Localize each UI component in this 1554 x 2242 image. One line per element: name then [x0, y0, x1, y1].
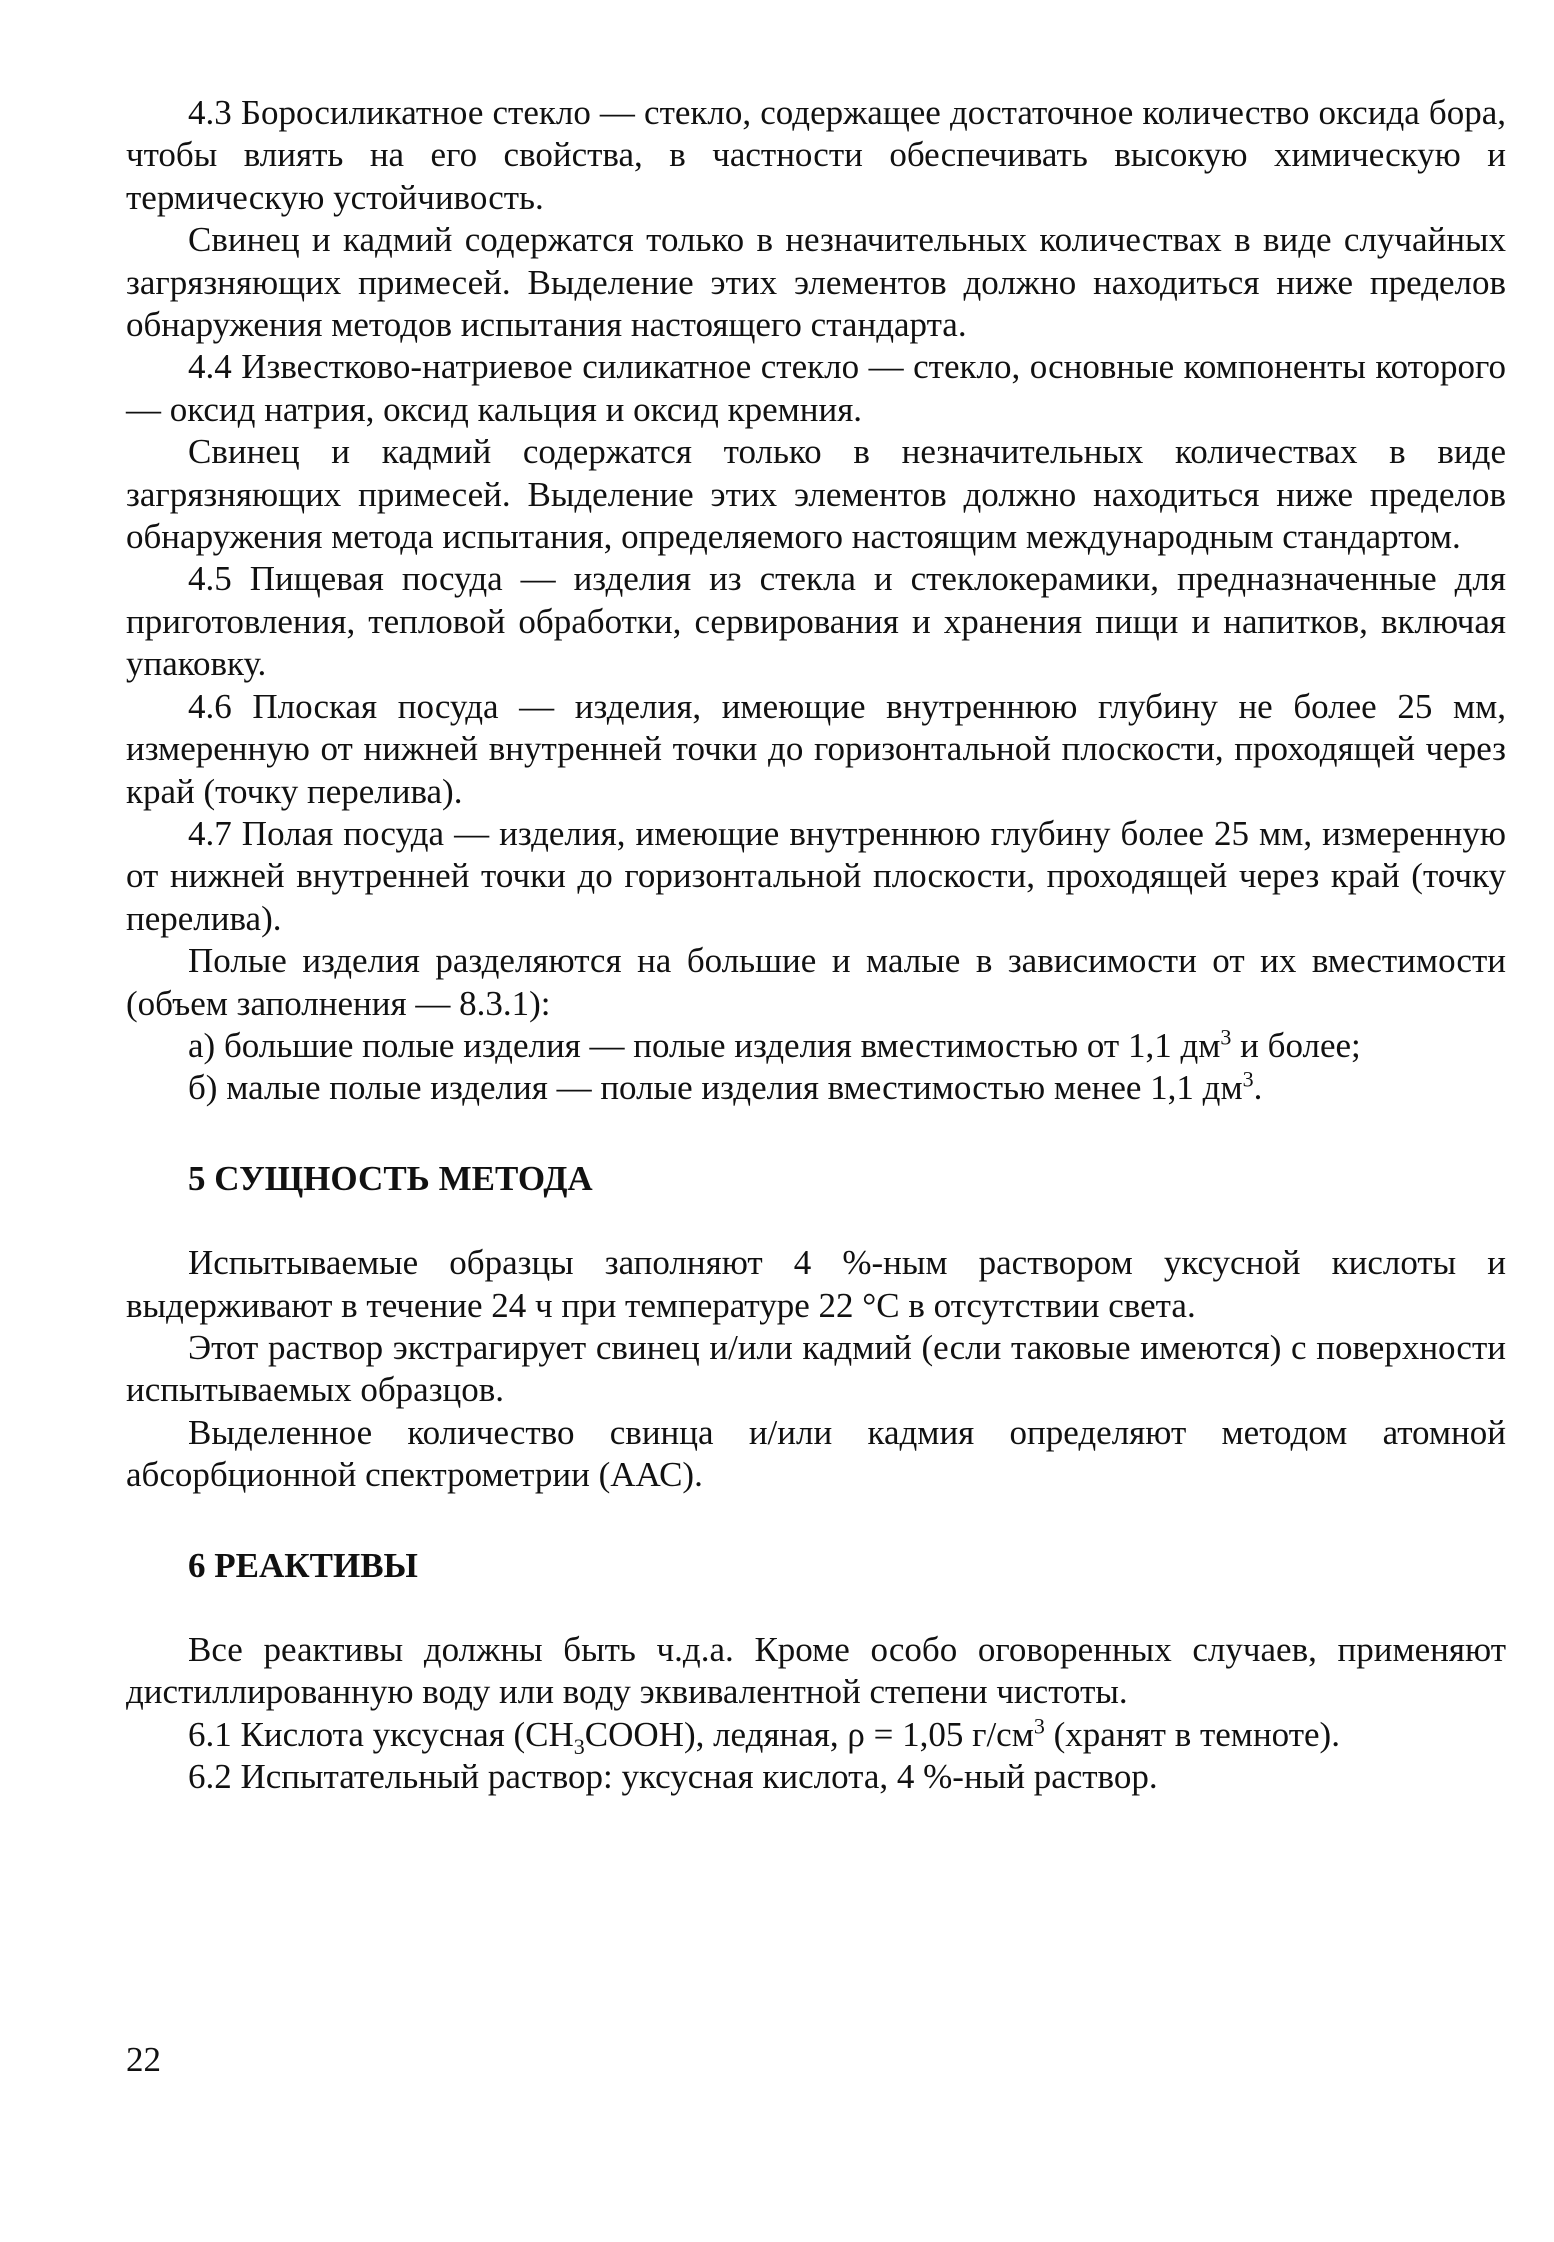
section-6-1-after: (хранят в темноте). — [1044, 1714, 1340, 1754]
section-5-paragraph-1: Испытываемые образцы заполняют 4 %-ным раствором уксусной кислоты и выдерживают в течение 24 ч при температуре 22 °С в отсутствии света. — [126, 1243, 1506, 1325]
paragraph-hollow-classification: Полые изделия разделяются на большие и малые в зависимости от их вместимости (объем заполнения — 8.3.1): — [126, 941, 1506, 1023]
list-item-b-sup: 3 — [1242, 1066, 1254, 1092]
paragraph-4-3-note: Свинец и кадмий содержатся только в незначительных количествах в виде случайных загрязняющих примесей. Выделение этих элементов должно находиться ниже пределов обнаружения методов испытания настоящего стандарта. — [126, 220, 1506, 345]
section-5-heading — [126, 1158, 1506, 1200]
list-item-b-text: б) малые полые изделия — полые изделия вместимостью менее 1,1 дм — [188, 1068, 1243, 1108]
paragraph-4-4: 4.4 Известково-натриевое силикатное стекло — стекло, основные компоненты которого — оксид натрия, оксид кальция и оксид кремния. — [126, 347, 1506, 429]
section-5-paragraph-3: Выделенное количество свинца и/или кадмия определяют методом атомной абсорбционной спектрометрии (ААС). — [126, 1412, 1506, 1495]
paragraph-4-7: 4.7 Полая посуда — изделия, имеющие внутреннюю глубину более 25 мм, измеренную от нижней внутренней точки до горизонтальной плоскости, проходящей через край (точку перелива). — [126, 813, 1506, 938]
list-item-a-text: а) большие полые изделия — полые изделия вместимостью от 1,1 дм — [188, 1025, 1221, 1065]
section-6-1-before: 6.1 Кислота уксусная (CH — [188, 1714, 574, 1754]
list-item-b-tail: . — [1253, 1068, 1263, 1108]
section-6-1 — [126, 1713, 1506, 1759]
list-item-a — [126, 1025, 1506, 1067]
paragraph-4-4-note: Свинец и кадмий содержатся только в незначительных количествах в виде загрязняющих примесей. Выделение этих элементов должно находиться ниже пределов обнаружения метода испытания, определяемого настоящим международным стандартом. — [126, 432, 1506, 557]
paragraph-4-3: 4.3 Боросиликатное стекло — стекло, содержащее достаточное количество оксида бора, чтобы влиять на его свойства, в частности обеспечивать высокую химическую и термическую устойчивость. — [126, 93, 1506, 217]
section-6-1-sup: 3 — [1033, 1713, 1045, 1739]
section-6-1-middle: COOH), ледяная, ρ = 1,05 г/см — [584, 1714, 1034, 1754]
paragraph-4-5: 4.5 Пищевая посуда — изделия из стекла и стеклокерамики, предназначенные для приготовления, тепловой обработки, сервирования и хранения пищи и напитков, включая упаковку. — [126, 559, 1506, 684]
paragraph-4-6: 4.6 Плоская посуда — изделия, имеющие внутреннюю глубину не более 25 мм, измеренную от нижней внутренней точки до горизонтальной плоскости, проходящей через край (точку перелива). — [126, 686, 1506, 811]
section-6-heading-text: 6 РЕАКТИВЫ — [188, 1545, 418, 1585]
section-6-1-sub: 3 — [573, 1733, 585, 1759]
section-6-heading — [126, 1545, 1506, 1587]
list-item-a-tail: и более; — [1231, 1025, 1361, 1065]
page-number: 22 — [126, 2040, 161, 2079]
list-item-b — [126, 1067, 1506, 1109]
section-6-2: 6.2 Испытательный раствор: уксусная кислота, 4 %-ный раствор. — [188, 1757, 1158, 1797]
document-page — [126, 92, 1506, 1799]
list-item-a-sup: 3 — [1220, 1024, 1232, 1050]
section-6-intro: Все реактивы должны быть ч.д.а. Кроме особо оговоренных случаев, применяют дистиллированную воду или воду эквивалентной степени чистоты. — [126, 1630, 1506, 1712]
section-5-heading-text: 5 СУЩНОСТЬ МЕТОДА — [188, 1158, 593, 1198]
section-5-paragraph-2: Этот раствор экстрагирует свинец и/или кадмий (если таковые имеются) с поверхности испытываемых образцов. — [126, 1327, 1506, 1410]
